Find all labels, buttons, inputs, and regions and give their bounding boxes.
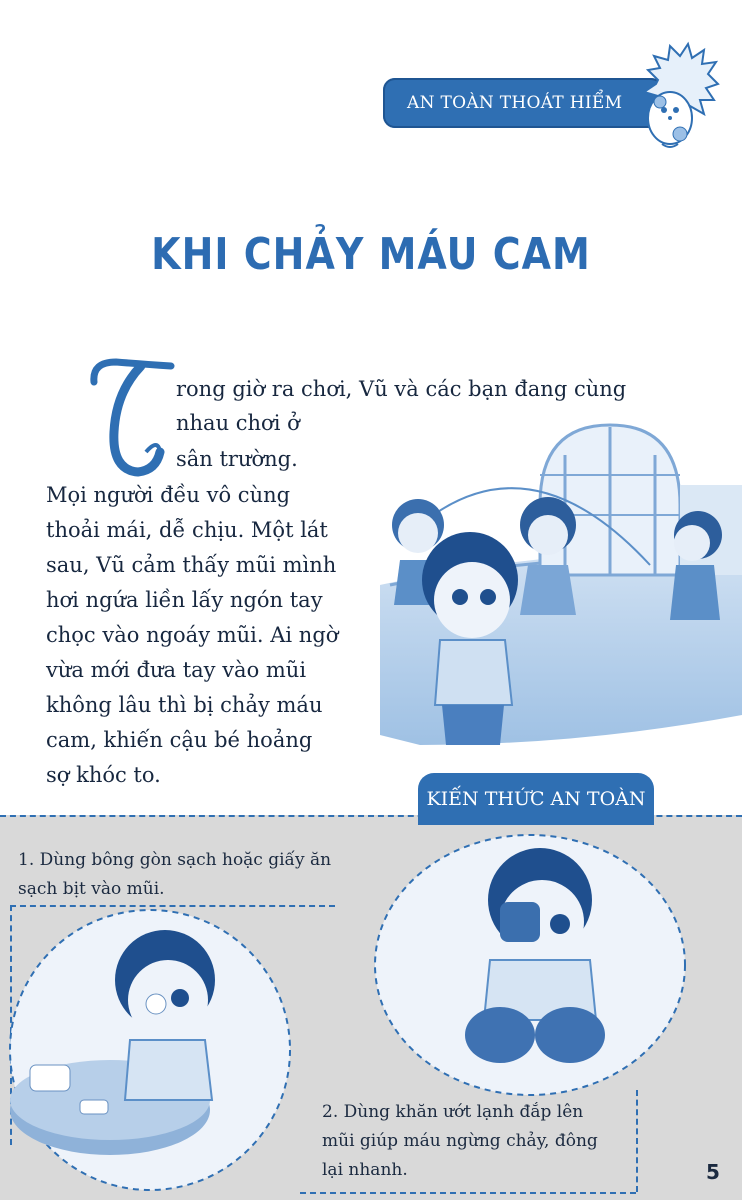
story-line: thoải mái, dễ chịu. Một lát: [46, 518, 328, 542]
playground-illustration: [380, 415, 742, 775]
step-2-line: lại nhanh.: [322, 1160, 408, 1180]
drop-cap-letter: [86, 352, 176, 482]
step-2-frame-side: [636, 1090, 638, 1192]
story-line: hơi ngứa liền lấy ngón tay: [46, 588, 323, 612]
story-line: nhau chơi ở: [176, 411, 300, 435]
step-2-line: mũi giúp máu ngừng chảy, đông: [322, 1131, 598, 1151]
step-1-line: 1. Dùng bông gòn sạch hoặc giấy ăn: [18, 850, 332, 870]
knowledge-label-text: KIẾN THỨC AN TOÀN: [426, 788, 646, 810]
page-number: 5: [706, 1160, 720, 1184]
step-1-illustration: [0, 900, 300, 1200]
story-line: rong giờ ra chơi, Vũ và các bạn đang cùng: [176, 377, 627, 401]
step-2-line: 2. Dùng khăn ướt lạnh đắp lên: [322, 1102, 584, 1122]
step-1-text: [18, 846, 331, 904]
story-line: vừa mới đưa tay vào mũi: [46, 658, 307, 682]
svg-text:T: T: [86, 352, 87, 353]
knowledge-label: [418, 773, 654, 825]
story-line: sợ khóc to.: [46, 763, 161, 787]
story-line: sân trường.: [176, 447, 298, 471]
story-line: cam, khiến cậu bé hoảng: [46, 728, 313, 752]
hedgehog-mascot-icon: [640, 40, 720, 150]
story-line: không lâu thì bị chảy máu: [46, 693, 323, 717]
page-title: KHI CHẢY MÁU CAM: [151, 228, 591, 280]
story-line: chọc vào ngoáy mũi. Ai ngờ: [46, 623, 339, 647]
step-2-illustration: [370, 830, 690, 1100]
step-1-line: sạch bịt vào mũi.: [18, 879, 165, 899]
section-label: [383, 78, 663, 128]
section-label-text: AN TOÀN THOÁT HIỂM: [407, 93, 623, 113]
step-2-text: [322, 1098, 598, 1185]
story-line: sau, Vũ cảm thấy mũi mình: [46, 553, 337, 577]
story-line: Mọi người đều vô cùng: [46, 483, 291, 507]
step-2-frame: [300, 1192, 636, 1194]
